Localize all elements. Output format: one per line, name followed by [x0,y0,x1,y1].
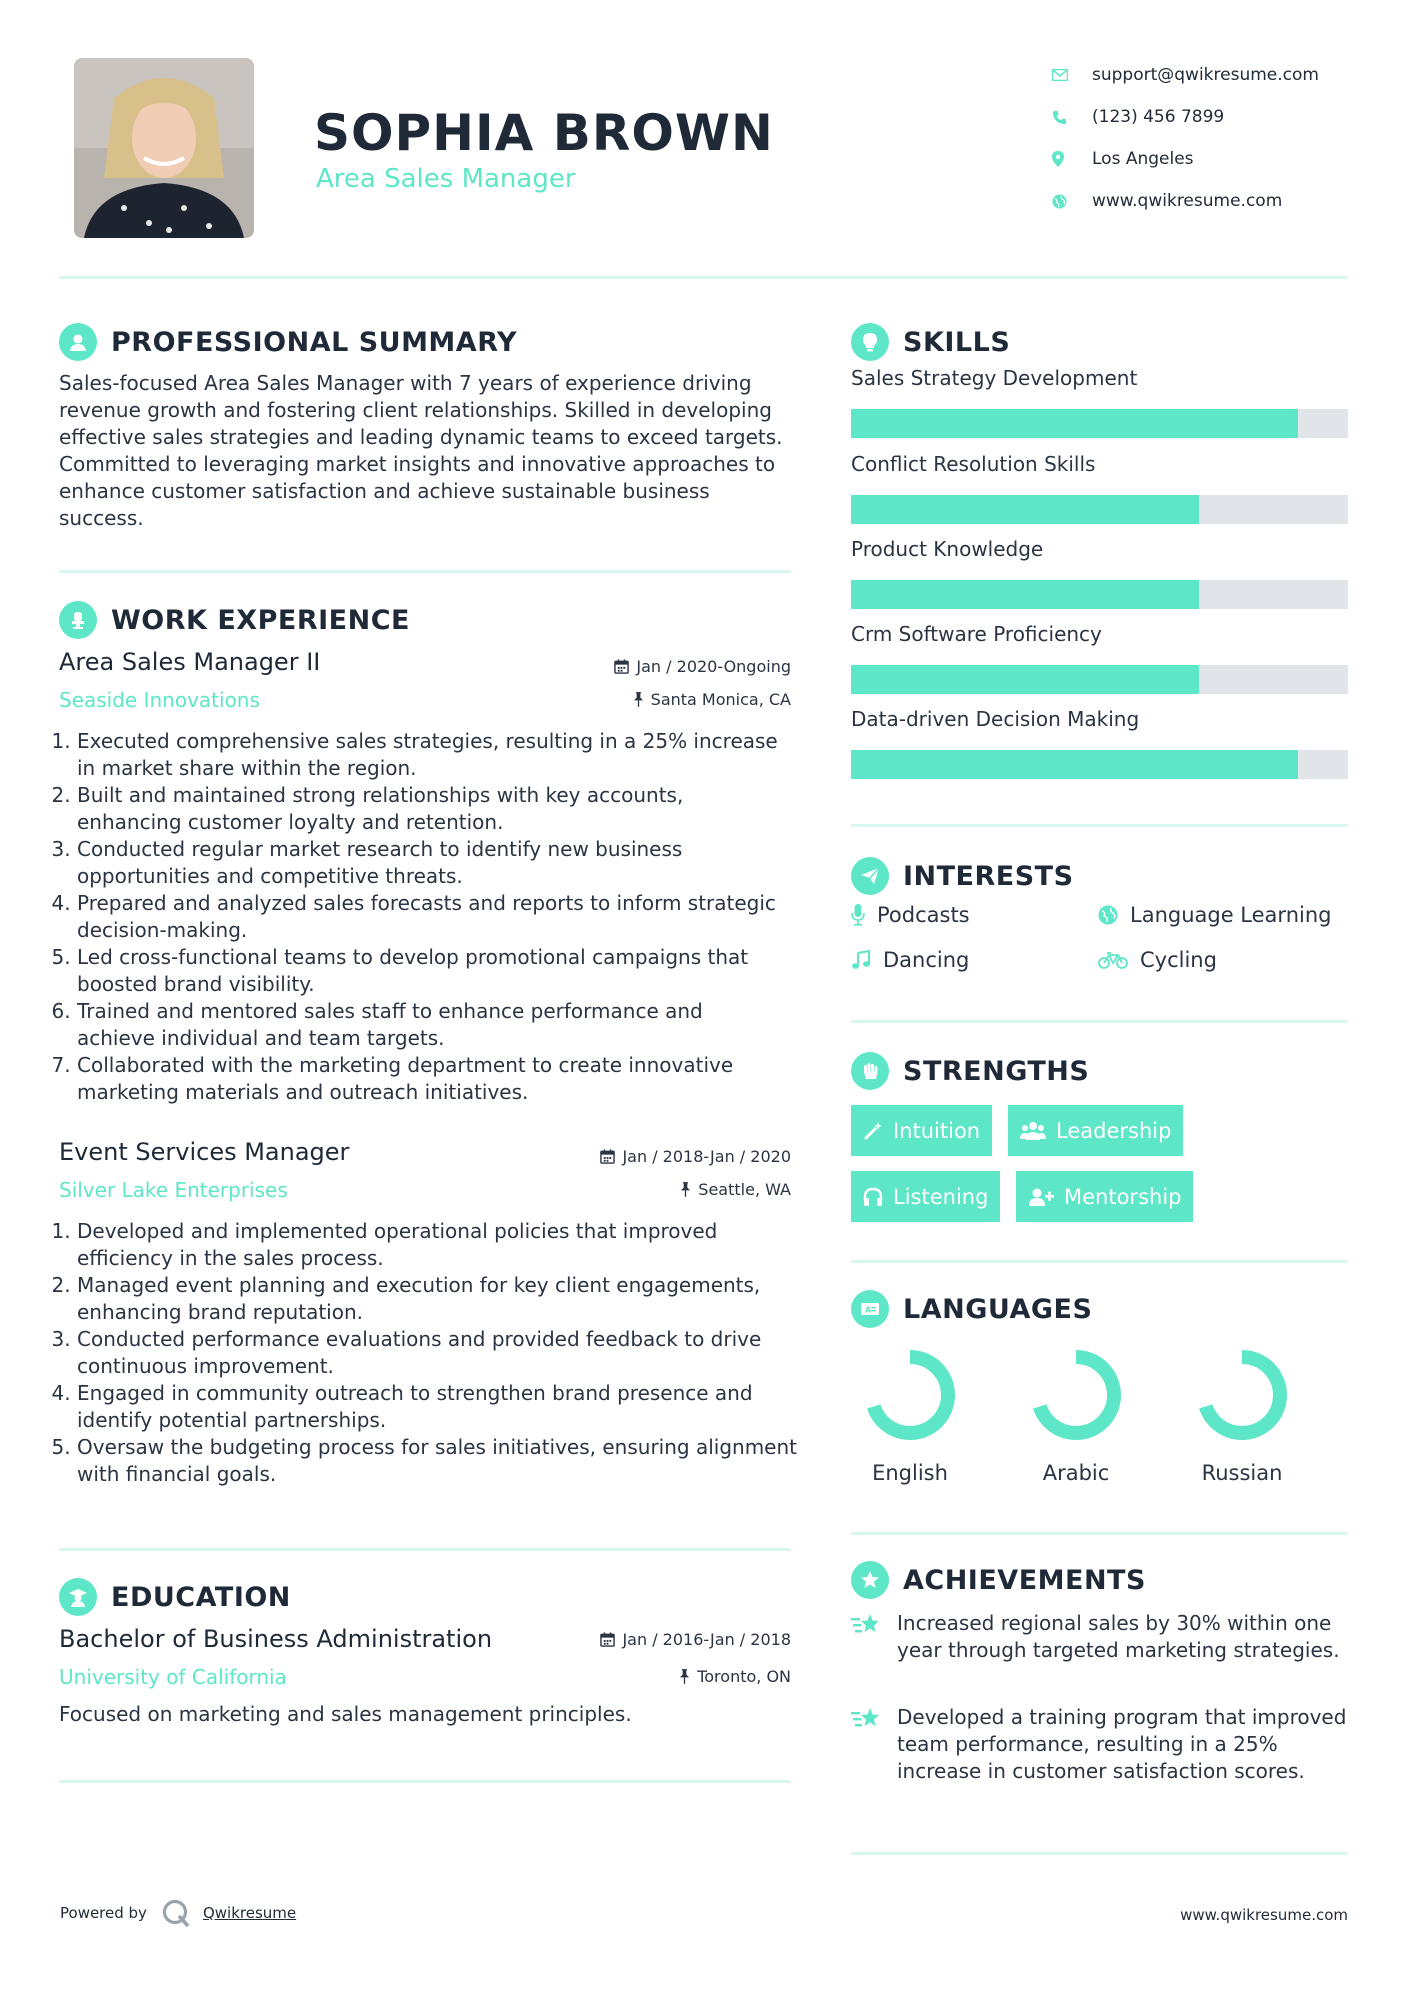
duty-item: 2. Managed event planning and execution for key client engagements, enhancing brand reputation. [77,1272,799,1326]
contact-block [1052,54,1382,222]
shooting-star-icon [851,1610,897,1664]
achievements-heading [851,1561,1146,1599]
languages-divider [851,1532,1348,1535]
contact-email[interactable] [1052,54,1382,96]
summary-heading [59,323,517,361]
strength-label: Intuition [893,1118,981,1143]
duty-item: 1. Developed and implemented operational policies that improved efficiency in the sales process. [77,1218,799,1272]
calendar-icon [600,1632,615,1647]
duty-item: 3. Conducted regular market research to identify new business opportunities and competitive threats. [77,836,779,890]
briefcase-icon [59,601,97,639]
globe-icon [1098,905,1118,925]
strengths-divider [851,1260,1348,1263]
graduate-icon [59,1578,97,1616]
education-dates-text: Jan / 2016-Jan / 2018 [622,1630,791,1649]
calendar-icon [614,659,629,674]
contact-website[interactable] [1052,180,1382,222]
strength-tag [1016,1171,1193,1222]
language-name: Russian [1201,1461,1283,1485]
job-dates-text: Jan / 2020-Ongoing [636,657,791,676]
phone-icon [1052,110,1092,125]
skill-level-fill [851,665,1199,694]
strength-label: Mentorship [1064,1184,1182,1209]
job-company: Seaside Innovations [59,688,260,712]
duty-item: 6. Trained and mentored sales staff to enhance performance and achieve individual and team targets. [77,998,779,1052]
job-location-text: Seattle, WA [698,1180,791,1199]
duty-item: 3. Conducted performance evaluations and provided feedback to drive continuous improvement. [77,1326,799,1380]
qwikresume-logo-icon [161,1898,191,1928]
strength-label: Listening [893,1184,989,1209]
achievement-text: Developed a training program that improved team performance, resulting in a 25% increase in customer satisfaction scores. [897,1705,1347,1783]
skill-level-bar [851,665,1348,694]
language-level-ring [1026,1345,1126,1445]
fist-icon [851,1052,889,1090]
skill-name: Data-driven Decision Making [851,707,1140,731]
achievements-title: ACHIEVEMENTS [903,1564,1146,1596]
language-level-arc [872,1357,948,1433]
job-location-text: Santa Monica, CA [650,690,791,709]
language-item [850,1345,970,1485]
languages-title: LANGUAGES [903,1293,1093,1325]
music-icon [851,950,871,970]
skills-heading [851,323,1010,361]
language-name: Arabic [1042,1461,1110,1485]
interest-item [851,948,969,972]
skill-level-bar [851,580,1348,609]
language-item [1016,1345,1136,1485]
language-level-ring [860,1345,960,1445]
interest-label: Dancing [883,948,970,972]
skill-level-fill [851,409,1298,438]
pushpin-icon [680,1182,691,1197]
svg-text:A: A [865,1305,872,1315]
duty-item: 4. Engaged in community outreach to strengthen brand presence and identify potential partnerships. [77,1380,799,1434]
job-duties-list [59,728,779,1106]
website-text: www.qwikresume.com [1092,191,1283,211]
duty-item: 5. Oversaw the budgeting process for sales initiatives, ensuring alignment with financial goals. [77,1434,799,1488]
job-location [633,690,791,709]
achievements-divider [851,1852,1348,1855]
work-title: WORK EXPERIENCE [111,604,410,636]
contact-phone[interactable] [1052,96,1382,138]
skills-divider [851,824,1348,827]
education-note: Focused on marketing and sales management principles. [59,1702,632,1726]
medal-icon [851,1561,889,1599]
users-icon [1020,1121,1046,1141]
strengths-title: STRENGTHS [903,1055,1090,1087]
job-title: Event Services Manager [59,1138,350,1166]
languages-heading [851,1290,1092,1328]
interests-title: INTERESTS [903,860,1074,892]
skill-name: Crm Software Proficiency [851,622,1102,646]
header-divider [59,276,1348,279]
bicycle-icon [1098,951,1128,969]
strength-tag [851,1105,992,1156]
job-duties-list [59,1218,799,1488]
education-dates [600,1630,791,1649]
language-level-arc [1204,1357,1280,1433]
interests-divider [851,1020,1348,1023]
footer-powered-by [60,1898,296,1928]
skill-level-bar [851,409,1348,438]
email-text: support@qwikresume.com [1092,65,1319,85]
duty-item: 5. Led cross-functional teams to develop promotional campaigns that boosted brand visibility. [77,944,779,998]
pushpin-icon [679,1669,690,1684]
language-level-ring [1192,1345,1292,1445]
duty-item: 1. Executed comprehensive sales strategies, resulting in a 25% increase in market share within the region. [77,728,779,782]
microphone-icon [851,904,865,926]
strengths-heading [851,1052,1089,1090]
work-divider [59,1548,791,1551]
job-location [680,1180,791,1199]
job-dates [600,1147,791,1166]
interest-item [851,903,970,927]
interests-heading [851,857,1074,895]
skill-name: Sales Strategy Development [851,366,1138,390]
duty-item: 4. Prepared and analyzed sales forecasts and reports to inform strategic decision-making. [77,890,779,944]
location-text: Los Angeles [1092,149,1194,169]
interest-label: Podcasts [877,903,970,927]
strength-tag [1008,1105,1183,1156]
envelope-icon [1052,69,1092,81]
education-divider [59,1780,791,1783]
summary-text: Sales-focused Area Sales Manager with 7 years of experience driving revenue growth and fostering client relationships. Skilled in developing effective sales strategies and leading dynamic teams to exceed targets. Committed to leveraging market insights and innovative approaches to enhance customer satisfaction and achieve sustainable business success. [59,371,783,530]
education-location-text: Toronto, ON [697,1667,791,1686]
work-heading [59,601,410,639]
paper-plane-icon [851,857,889,895]
magic-wand-icon [863,1121,883,1141]
achievement-item [851,1610,1351,1664]
skill-level-fill [851,750,1298,779]
skill-level-bar [851,750,1348,779]
duty-item: 2. Built and maintained strong relationships with key accounts, enhancing customer loyalty and retention. [77,782,779,836]
skill-level-fill [851,495,1199,524]
language-icon [851,1290,889,1328]
footer-website[interactable]: www.qwikresume.com [1180,1906,1348,1924]
job-title: Area Sales Manager II [59,648,321,676]
language-level-arc [1038,1357,1114,1433]
education-location [679,1667,791,1686]
skill-name: Conflict Resolution Skills [851,452,1096,476]
phone-text: (123) 456 7899 [1092,107,1225,127]
interest-label: Language Learning [1130,903,1332,927]
candidate-title: Area Sales Manager [316,164,576,194]
summary-divider [59,570,791,573]
job-dates [614,657,791,676]
user-icon [59,323,97,361]
strength-label: Leadership [1056,1118,1172,1143]
headphones-icon [863,1187,883,1207]
summary-title: PROFESSIONAL SUMMARY [111,326,518,358]
skills-title: SKILLS [903,326,1011,358]
duty-item: 7. Collaborated with the marketing department to create innovative marketing materials and outreach initiatives. [77,1052,779,1106]
school-name: University of California [59,1665,287,1689]
interest-label: Cycling [1140,948,1217,972]
job-company: Silver Lake Enterprises [59,1178,288,1202]
degree-title: Bachelor of Business Administration [59,1625,493,1653]
pushpin-icon [633,692,644,707]
qwikresume-link[interactable]: Qwikresume [202,1904,297,1922]
skill-name: Product Knowledge [851,537,1044,561]
skill-level-fill [851,580,1199,609]
achievement-item [851,1704,1351,1785]
map-pin-icon [1052,151,1092,167]
shooting-star-icon [851,1704,897,1785]
user-plus-icon [1028,1187,1054,1207]
education-title: EDUCATION [111,1581,291,1613]
strength-tag [851,1171,1000,1222]
profile-photo [74,58,254,238]
globe-icon [1052,194,1092,209]
skill-level-bar [851,495,1348,524]
lightbulb-icon [851,323,889,361]
contact-location [1052,138,1382,180]
education-heading [59,1578,291,1616]
job-dates-text: Jan / 2018-Jan / 2020 [622,1147,791,1166]
powered-by-text: Powered by [60,1904,147,1922]
interest-item [1098,948,1217,972]
achievement-text: Increased regional sales by 30% within one year through targeted marketing strategies. [897,1611,1340,1662]
calendar-icon [600,1149,615,1164]
candidate-name: SOPHIA BROWN [314,104,774,162]
interest-item [1098,903,1331,927]
language-item [1182,1345,1302,1485]
language-name: English [872,1461,948,1485]
